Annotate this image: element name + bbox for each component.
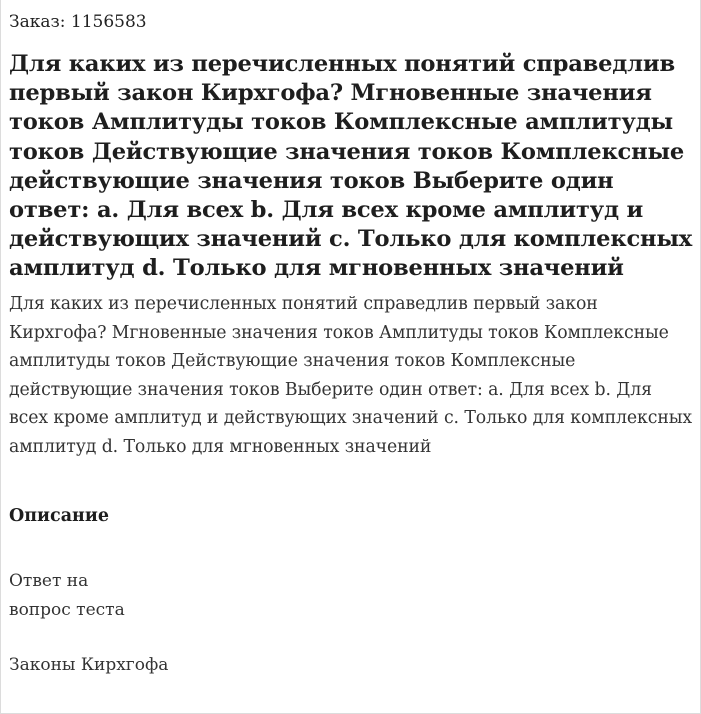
description-heading: Описание [9, 506, 109, 526]
description-answer-line-2: вопрос теста [9, 599, 125, 620]
question-text: Для каких из перечисленных понятий справедлив первый закон Кирхгофа? Мгновенные значения токов Амплитуды токов Комплексные амплитуды токов Действующие значения токов Комплексные действующие значения токов Выберите один ответ: a. Для всех b. Для всех кроме амплитуд и действующих значений c. Только для комплексных амплитуд d. Только для мгновенных значений [9, 294, 693, 457]
description-answer-line-1: Ответ на [9, 571, 89, 591]
description-topic: Законы Кирхгофа [9, 655, 169, 675]
description-answer [9, 567, 309, 624]
order-number: Заказ: 1156583 [9, 12, 147, 32]
page-title: Для каких из перечисленных понятий справедлив первый закон Кирхгофа? Мгновенные значения токов Амплитуды токов Комплексные амплитуды токов Действующие значения токов Комплексные действующие значения токов Выберите один ответ: a. Для всех b. Для всех кроме амплитуд и действующих значений c. Только для комплексных амплитуд d. Только для мгновенных значений [9, 51, 693, 282]
